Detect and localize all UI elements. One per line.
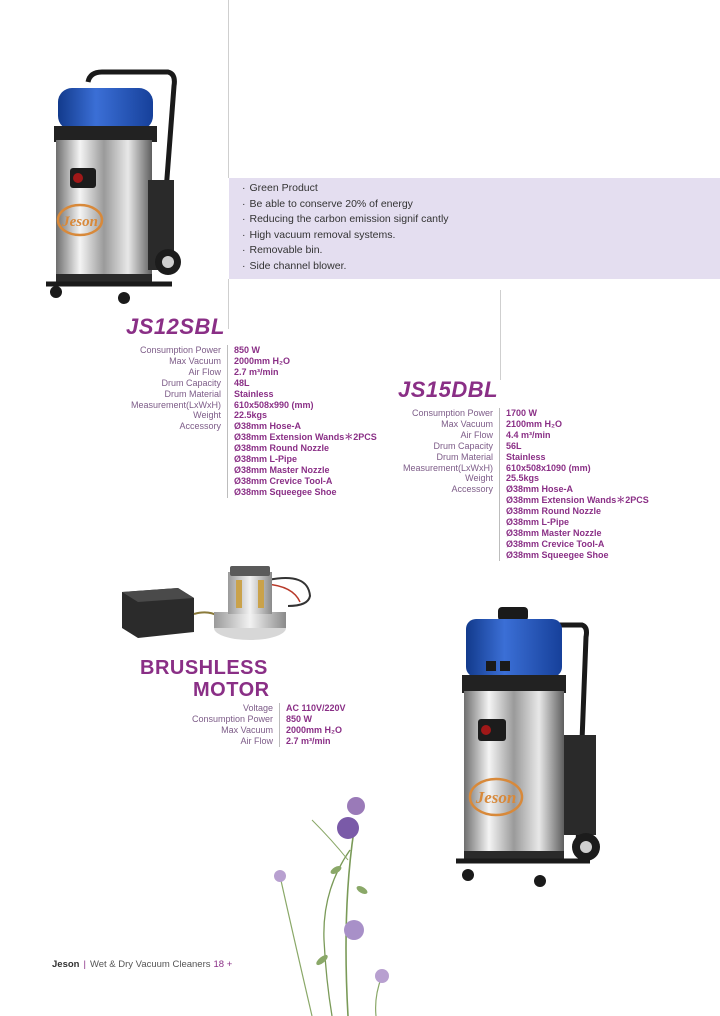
footer-brand: Jeson [52, 959, 80, 970]
spec-value: 2.7 m³/min [279, 736, 331, 747]
spec-row [380, 528, 649, 539]
spec-row [108, 465, 377, 476]
spec-row [108, 400, 377, 411]
spec-label: Air Flow [240, 735, 273, 746]
spec-label [380, 517, 499, 528]
bullet-dot: · [242, 197, 246, 210]
spec-value: Stainless [499, 452, 546, 463]
spec-row [108, 421, 377, 432]
spec-value: Ø38mm L-Pipe [227, 454, 297, 465]
bullet-dot: · [242, 228, 246, 241]
js12sbl-spec-table [108, 345, 377, 498]
spec-label: Drum Material [164, 388, 221, 399]
spec-label [108, 487, 227, 498]
spec-label [380, 506, 499, 517]
feature-item [242, 259, 449, 275]
js12sbl-title: JS12SBL [126, 314, 225, 339]
spec-label: Max Vacuum [169, 355, 221, 366]
svg-text:Jeson: Jeson [62, 214, 98, 230]
spec-value: 2000mm H₂O [279, 725, 342, 736]
spec-label: Consumption Power [139, 345, 221, 355]
feature-list [242, 181, 449, 275]
spec-value: Ø38mm Extension Wands＊2PCS [499, 495, 649, 506]
spec-row [188, 725, 346, 736]
spec-row [380, 452, 649, 463]
spec-value: 1700 W [499, 408, 537, 419]
feature-item [242, 228, 449, 244]
motor-title-line1: BRUSHLESS [140, 657, 268, 679]
page-number: 18 + [213, 959, 233, 970]
spec-value: Ø38mm Crevice Tool-A [499, 539, 604, 550]
spec-label: Air Flow [460, 429, 493, 440]
spec-label: Measurement(LxWxH) [130, 399, 221, 410]
spec-value: Ø38mm Crevice Tool-A [227, 476, 332, 487]
spec-value: Ø38mm L-Pipe [499, 517, 569, 528]
spec-value: 850 W [279, 714, 312, 725]
spec-value: 610x508x1090 (mm) [499, 463, 591, 474]
js15dbl-spec-table [380, 408, 649, 561]
spec-label [380, 495, 499, 506]
top-divider-line [228, 0, 229, 178]
spec-row [380, 463, 649, 474]
spec-label [380, 528, 499, 539]
vacuum-cleaner-js15dbl-icon [450, 605, 605, 895]
spec-row [380, 441, 649, 452]
spec-row [108, 389, 377, 400]
spec-label [108, 465, 227, 476]
spec-row [108, 443, 377, 454]
spec-row [188, 736, 346, 747]
spec-label: Consumption Power [191, 713, 273, 724]
feature-text: Be able to conserve 20% of energy [249, 197, 413, 210]
page-footer [52, 959, 232, 970]
feature-text: Side channel blower. [249, 259, 347, 272]
feature-item [242, 212, 449, 228]
spec-value: 850 W [227, 345, 260, 356]
spec-value: 25.5kgs [499, 473, 539, 484]
footer-description: Wet & Dry Vacuum Cleaners [89, 959, 211, 970]
bullet-dot: · [242, 244, 246, 257]
vacuum-cleaner-js12sbl-icon [40, 70, 185, 310]
spec-row [380, 473, 649, 484]
spec-row [108, 345, 377, 356]
spec-row [188, 703, 346, 714]
spec-label: Drum Material [436, 451, 493, 462]
spec-row [380, 419, 649, 430]
spec-value: 48L [227, 378, 250, 389]
spec-value: Ø38mm Squeegee Shoe [227, 487, 337, 498]
spec-value: 2.7 m³/min [227, 367, 279, 378]
spec-label [380, 550, 499, 561]
spec-label: Weight [465, 473, 493, 484]
spec-label [380, 539, 499, 550]
spec-row [380, 484, 649, 495]
spec-value: Ø38mm Master Nozzle [227, 465, 330, 476]
spec-label: Accessory [179, 421, 221, 432]
feature-text: Green Product [249, 182, 318, 194]
spec-row [380, 506, 649, 517]
spec-label: Air Flow [188, 366, 221, 377]
js15dbl-title: JS15DBL [398, 377, 499, 402]
spec-label: Weight [193, 410, 221, 421]
spec-value: Ø38mm Master Nozzle [499, 528, 602, 539]
spec-row [188, 714, 346, 725]
feature-item [242, 181, 449, 197]
spec-row [380, 430, 649, 441]
motor-title-line2: MOTOR [193, 679, 270, 701]
brushless-motor-icon [118, 562, 318, 652]
spec-label [108, 443, 227, 454]
spec-row [108, 367, 377, 378]
footer-separator: | [83, 959, 86, 970]
feature-text: Removable bin. [249, 244, 323, 257]
spec-value: 56L [499, 441, 522, 452]
spec-row [108, 454, 377, 465]
spec-value: Ø38mm Hose-A [227, 421, 301, 432]
spec-row [108, 487, 377, 498]
spec-value: 610x508x990 (mm) [227, 400, 314, 411]
feature-item [242, 197, 449, 213]
spec-value: 22.5kgs [227, 410, 267, 421]
spec-value: 2000mm H₂O [227, 356, 290, 367]
js12sbl-divider-line [228, 279, 229, 329]
spec-row [108, 356, 377, 367]
spec-row [108, 432, 377, 443]
feature-text: High vacuum removal systems. [249, 228, 396, 241]
spec-value: Ø38mm Squeegee Shoe [499, 550, 609, 561]
spec-value: Ø38mm Round Nozzle [227, 443, 329, 454]
svg-text:Jeson: Jeson [475, 788, 517, 807]
bullet-dot: · [242, 182, 246, 194]
spec-label: Max Vacuum [441, 418, 493, 429]
spec-value: Ø38mm Extension Wands＊2PCS [227, 432, 377, 443]
spec-row [380, 517, 649, 528]
spec-label: Drum Capacity [161, 377, 221, 388]
spec-label [108, 454, 227, 465]
spec-value: Ø38mm Hose-A [499, 484, 573, 495]
js15dbl-divider-line [500, 290, 501, 380]
spec-value: Stainless [227, 389, 274, 400]
wildflower-decoration-icon [262, 790, 412, 1016]
spec-label: Drum Capacity [433, 440, 493, 451]
spec-row [380, 550, 649, 561]
spec-value: 4.4 m³/min [499, 430, 551, 441]
spec-row [380, 408, 649, 419]
spec-row [108, 410, 377, 421]
spec-row [380, 495, 649, 506]
spec-label: Consumption Power [411, 408, 493, 418]
spec-label [108, 432, 227, 443]
spec-value: 2100mm H₂O [499, 419, 562, 430]
motor-spec-table [188, 703, 346, 747]
spec-row [108, 378, 377, 389]
spec-value: Ø38mm Round Nozzle [499, 506, 601, 517]
bullet-dot: · [242, 213, 246, 226]
spec-row [380, 539, 649, 550]
spec-label: Measurement(LxWxH) [402, 462, 493, 473]
spec-row [108, 476, 377, 487]
spec-label: Max Vacuum [221, 724, 273, 735]
spec-label: Voltage [242, 703, 273, 713]
feature-text: Reducing the carbon emission signif cantly [249, 213, 449, 226]
bullet-dot: · [242, 259, 246, 272]
spec-value: AC 110V/220V [279, 703, 346, 714]
spec-label: Accessory [451, 484, 493, 495]
spec-label [108, 476, 227, 487]
feature-item [242, 243, 449, 259]
